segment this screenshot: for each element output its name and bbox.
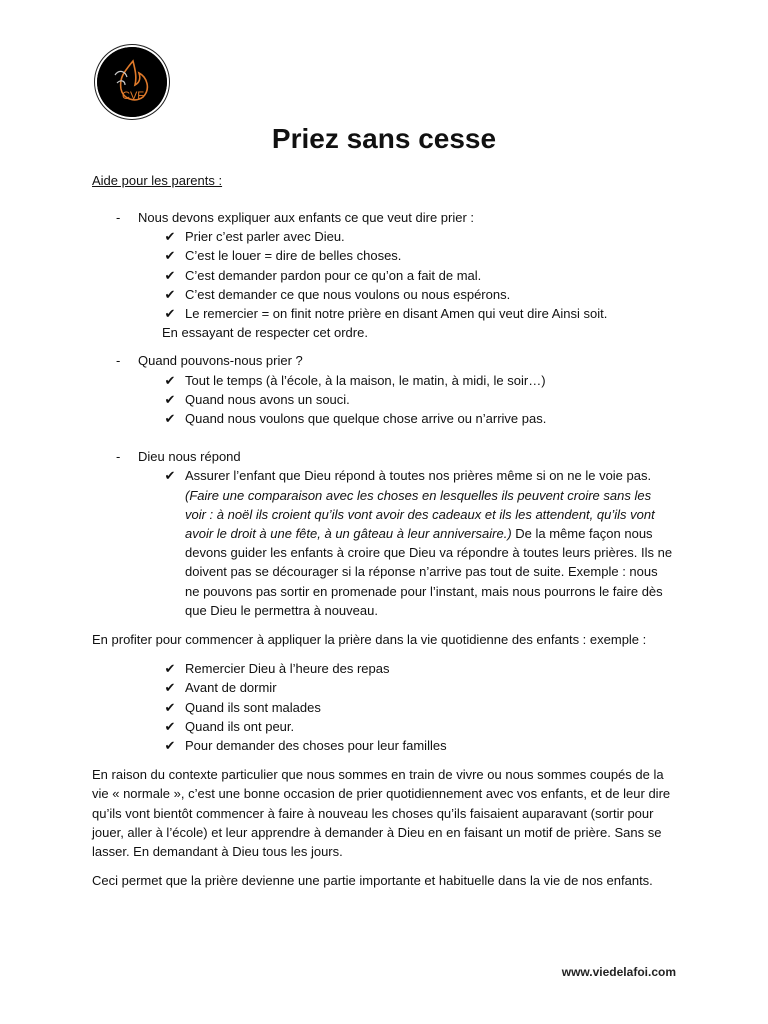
check-icon: ✔ bbox=[164, 306, 176, 322]
dash-item-label: Dieu nous répond bbox=[138, 449, 241, 465]
list-item: ✔ Quand nous avons un souci. bbox=[92, 390, 682, 409]
check-icon: ✔ bbox=[164, 372, 176, 388]
check-icon: ✔ bbox=[164, 411, 176, 427]
document-body bbox=[92, 171, 682, 891]
list-item: ✔ Quand nous voulons que quelque chose arrive ou n’arrive pas. bbox=[92, 409, 682, 428]
list-item: ✔ Quand ils ont peur. bbox=[92, 717, 682, 736]
checklist-explain bbox=[92, 227, 682, 323]
dash-item-answer bbox=[92, 447, 682, 466]
answer-comparison: (Faire une comparaison avec les choses en lesquelles ils peuvent croire sans les voir : à noël ils croient qu’ils vont avoir des cadeaux et ils les attendent, qu’ils vont avoir le droit à une fête, à un gâteau à leur anniversaire.) bbox=[185, 487, 655, 542]
profiter-paragraph: En profiter pour commencer à appliquer la prière dans la vie quotidienne des enfants : exemple : bbox=[92, 632, 647, 648]
order-note: En essayant de respecter cet ordre. bbox=[162, 325, 368, 341]
cvf-logo bbox=[97, 47, 167, 117]
dash-item-label: Nous devons expliquer aux enfants ce que veut dire prier : bbox=[138, 210, 475, 225]
check-icon: ✔ bbox=[164, 286, 176, 302]
dash-bullet: - bbox=[116, 353, 121, 369]
answer-text-2: De la même façon nous devons guider les enfants à croire que Dieu va répondre à toutes leurs prières. Ils ne doivent pas se décourager si la réponse n’arrive pas tout de suite. Exemple : nous ne pouvons pas sortir en promenade pour l’instant, mais nous pourrons le faire dès que Dieu le permettra à nouveau. bbox=[185, 526, 673, 618]
checklist-examples bbox=[92, 659, 682, 755]
flame-icon bbox=[97, 47, 167, 117]
check-icon: ✔ bbox=[164, 229, 176, 245]
checklist-answer bbox=[92, 466, 682, 620]
list-item: ✔ Prier c’est parler avec Dieu. bbox=[92, 227, 682, 246]
list-item: ✔ C’est demander pardon pour ce qu’on a fait de mal. bbox=[92, 266, 682, 285]
check-icon: ✔ bbox=[164, 661, 176, 677]
footer-url: www.viedelafoi.com bbox=[561, 965, 676, 979]
context-paragraph: En raison du contexte particulier que nous sommes en train de vivre ou nous sommes coupés de la vie « normale », c’est une bonne occasion de prier quotidiennement avec vos enfants, et de leur dire qu’ils vont bientôt commencer à faire à nouveau les choses qu’ils faisaient auparavant (sortir pour jouer, aller à l’école) et leur apprendre à demander à Dieu en en faisant un motif de prière. Sans se lasser. En demandant à Dieu tous les jours. bbox=[92, 767, 671, 860]
dash-bullet: - bbox=[116, 449, 121, 465]
page-title: Priez sans cesse bbox=[271, 123, 497, 154]
check-icon: ✔ bbox=[164, 680, 176, 696]
list-item: ✔ Quand ils sont malades bbox=[92, 698, 682, 717]
check-icon: ✔ bbox=[164, 391, 176, 407]
dash-bullet: - bbox=[116, 210, 121, 225]
check-icon: ✔ bbox=[164, 718, 176, 734]
list-item: ✔ Pour demander des choses pour leur familles bbox=[92, 736, 682, 755]
dash-item-when bbox=[92, 351, 682, 370]
check-icon: ✔ bbox=[164, 267, 176, 283]
check-icon: ✔ bbox=[164, 248, 176, 264]
dash-item-label: Quand pouvons-nous prier ? bbox=[138, 353, 303, 369]
checklist-when bbox=[92, 371, 682, 429]
list-item: ✔ Tout le temps (à l’école, à la maison, le matin, à midi, le soir…) bbox=[92, 371, 682, 390]
list-item: ✔ Le remercier = on finit notre prière en disant Amen qui veut dire Ainsi soit. bbox=[92, 304, 682, 323]
dash-item-explain bbox=[92, 208, 682, 227]
check-icon: ✔ bbox=[164, 699, 176, 715]
list-item: ✔ Remercier Dieu à l’heure des repas bbox=[92, 659, 682, 678]
list-item: ✔ Avant de dormir bbox=[92, 678, 682, 697]
logo-text: CVF bbox=[122, 90, 144, 102]
list-item bbox=[92, 466, 682, 620]
list-item: ✔ C’est le louer = dire de belles choses. bbox=[92, 246, 682, 265]
section-heading: Aide pour les parents : bbox=[92, 173, 223, 188]
final-paragraph: Ceci permet que la prière devienne une partie importante et habituelle dans la vie de nos enfants. bbox=[92, 873, 653, 889]
answer-text-1: Assurer l’enfant que Dieu répond à toutes nos prières même si on ne le voie pas. bbox=[185, 468, 652, 484]
check-icon: ✔ bbox=[164, 468, 176, 484]
list-item: ✔ C’est demander ce que nous voulons ou nous espérons. bbox=[92, 285, 682, 304]
check-icon: ✔ bbox=[164, 738, 176, 754]
